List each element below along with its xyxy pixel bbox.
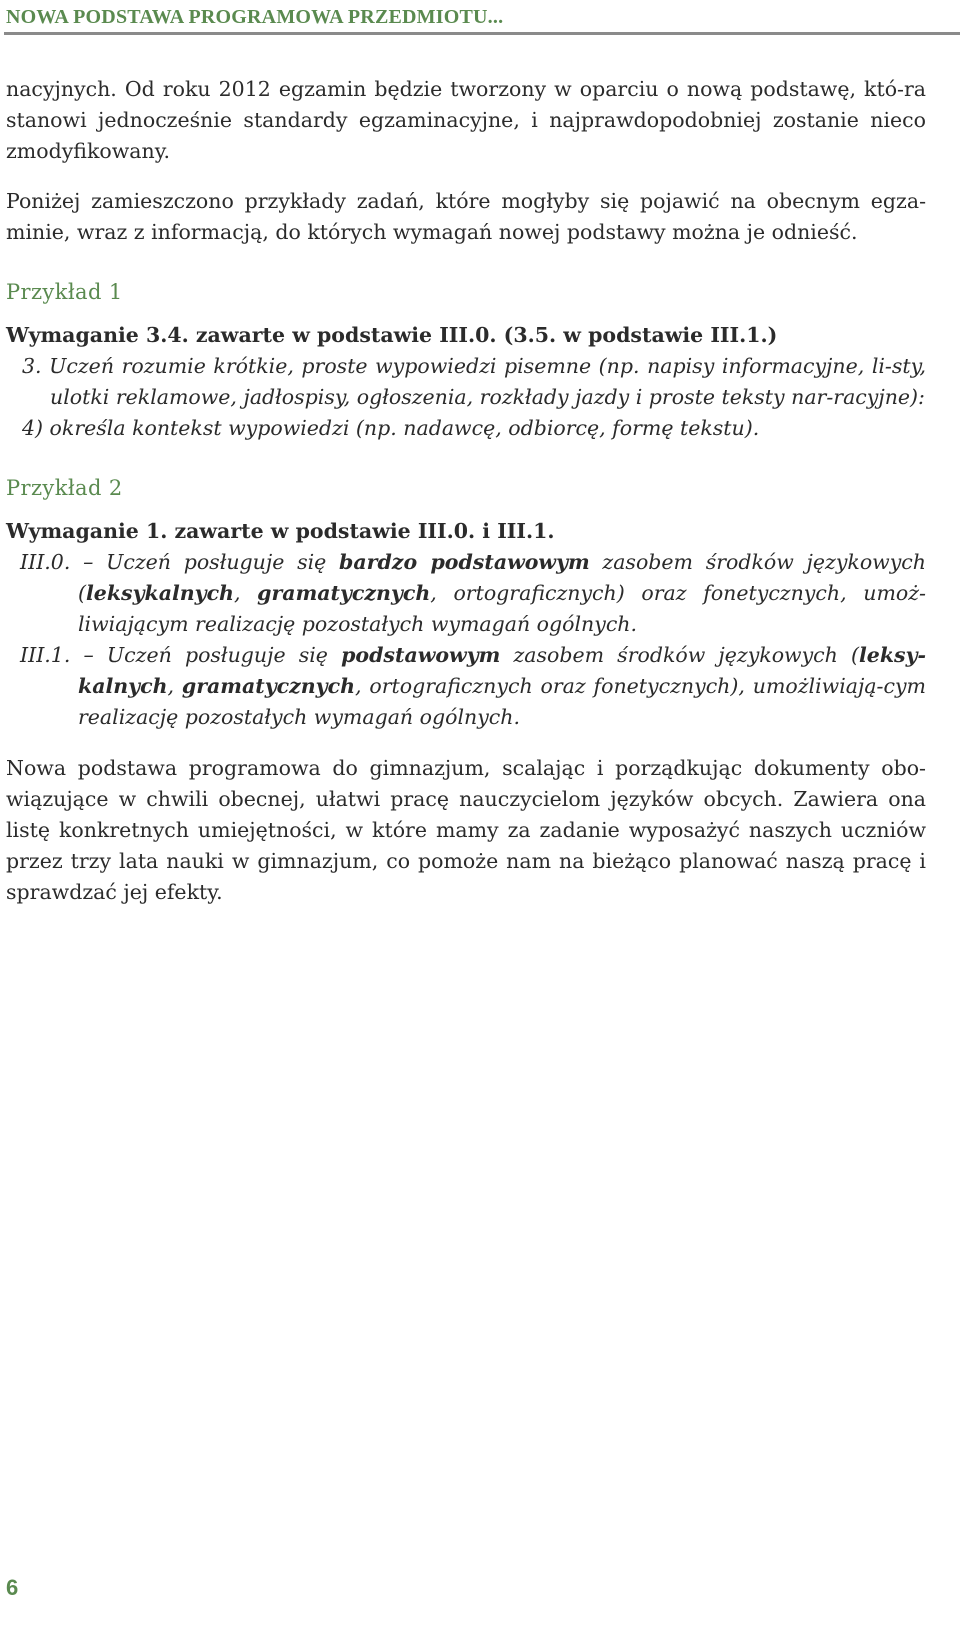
example-1-requirement-title: Wymaganie 3.4. zawarte w podstawie III.0. (3.5. w podstawie III.1.) xyxy=(6,323,778,347)
req-emphasis: gramatycznych xyxy=(257,581,431,605)
req-emphasis: leksy-kalnych xyxy=(78,643,926,698)
running-title: NOWA PODSTAWA PROGRAMOWA PRZEDMIOTU... xyxy=(6,6,504,28)
samples-paragraph: Poniżej zamieszczono przykłady zadań, które mogłyby się pojawić na obecnym egza-minie, wraz z informacją, do których wymagań nowej podstawy można je odnieść. xyxy=(6,189,926,244)
example-1-item-4: 4) określa kontekst wypowiedzi (np. nadawcę, odbiorcę, formę tekstu). xyxy=(22,416,760,440)
req-code: III.1. – xyxy=(20,643,107,667)
req-code: III.0. – xyxy=(20,550,107,574)
header-rule xyxy=(4,32,960,35)
example-1-item-3: 3. Uczeń rozumie krótkie, proste wypowiedzi pisemne (np. napisy informacyjne, li-sty, ulotki reklamowe, jadłospisy, ogłoszenia, rozkłady jazdy i proste teksty nar-racyjne): xyxy=(22,354,926,409)
example-1-heading: Przykład 1 xyxy=(6,280,123,304)
example-2-heading: Przykład 2 xyxy=(6,476,123,500)
req-text: zasobem środków językowych ( xyxy=(78,550,926,605)
requirement-III-1 xyxy=(6,640,926,733)
req-text: Uczeń posługuje się xyxy=(106,643,342,667)
page-number: 6 xyxy=(6,1575,19,1600)
req-emphasis: podstawowym xyxy=(341,643,501,667)
req-text: , ortograficznych) oraz fonetycznych, umoż-liwiającym realizację pozostałych wymagań ogólnych. xyxy=(78,581,926,636)
req-text: , xyxy=(167,674,182,698)
req-text: , xyxy=(233,581,258,605)
page-body xyxy=(6,74,926,908)
req-emphasis: gramatycznych xyxy=(181,674,355,698)
req-text: Uczeń posługuje się xyxy=(106,550,340,574)
req-text: zasobem środków językowych ( xyxy=(500,643,859,667)
requirement-III-0 xyxy=(6,547,926,640)
example-2-requirement-title: Wymaganie 1. zawarte w podstawie III.0. i III.1. xyxy=(6,519,555,543)
req-emphasis: bardzo podstawowym xyxy=(339,550,590,574)
intro-paragraph: nacyjnych. Od roku 2012 egzamin będzie tworzony w oparciu o nową podstawę, któ-ra stanowi jednocześnie standardy egzaminacyjne, i najprawdopodobniej zostanie nieco zmodyfikowany. xyxy=(6,77,926,163)
req-emphasis: leksykalnych xyxy=(86,581,234,605)
closing-paragraph: Nowa podstawa programowa do gimnazjum, scalając i porządkując dokumenty obo-wiązujące w chwili obecnej, ułatwi pracę nauczycielom języków obcych. Zawiera ona listę konkretnych umiejętności, w które mamy za zadanie wyposażyć naszych uczniów przez trzy lata nauki w gimnazjum, co pomoże nam na bieżąco planować naszą pracę i sprawdzać jej efekty. xyxy=(6,756,926,904)
req-text: , ortograficznych oraz fonetycznych), umożliwiają-cym realizację pozostałych wymagań ogólnych. xyxy=(78,674,926,729)
